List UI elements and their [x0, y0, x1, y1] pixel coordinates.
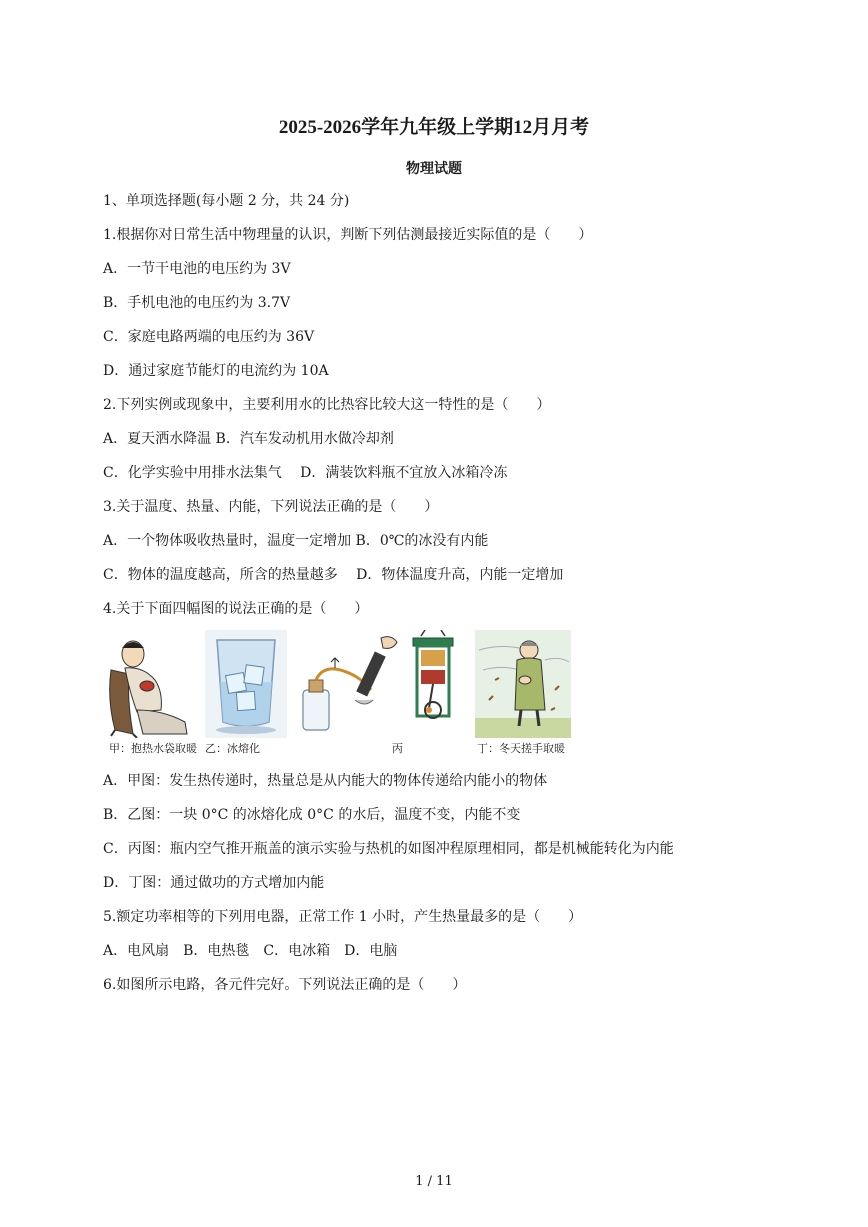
q1-stem: 1.根据你对日常生活中物理量的认识，判断下列估测最接近实际值的是（ ） — [103, 227, 593, 243]
q1-option-c: C．家庭电路两端的电压约为 36V — [103, 329, 315, 345]
q4-option-b: B．乙图：一块 0°C 的冰熔化成 0°C 的水后，温度不变，内能不变 — [103, 807, 521, 823]
q5-options: A．电风扇 B．电热毯 C．电冰箱 D．电脑 — [103, 943, 398, 959]
figure-bing-pump-and-engine — [295, 630, 465, 738]
q4-figure-row — [103, 630, 583, 760]
q1-option-d: D．通过家庭节能灯的电流约为 10A — [103, 363, 329, 379]
caption-ding: 丁：冬天搓手取暖 — [477, 742, 565, 755]
figure-ding-rubbing-hands — [475, 630, 571, 738]
q3-options-ab: A．一个物体吸收热量时，温度一定增加 B．0℃的冰没有内能 — [103, 533, 489, 549]
q1-option-a: A．一节干电池的电压约为 3V — [103, 261, 291, 277]
caption-bing: 丙 — [392, 742, 403, 755]
q4-stem: 4.关于下面四幅图的说法正确的是（ ） — [103, 601, 369, 617]
q4-option-c: C．丙图：瓶内空气推开瓶盖的演示实验与热机的如图冲程原理相同，都是机械能转化为内能 — [103, 841, 674, 857]
page-subtitle: 物理试题 — [406, 161, 462, 177]
q6-stem: 6.如图所示电路，各元件完好。下列说法正确的是（ ） — [103, 977, 467, 993]
caption-yi: 乙：冰熔化 — [205, 742, 260, 755]
q3-options-cd: C．物体的温度越高，所含的热量越多 D．物体温度升高，内能一定增加 — [103, 567, 564, 583]
q5-stem: 5.额定功率相等的下列用电器，正常工作 1 小时，产生热量最多的是（ ） — [103, 909, 583, 925]
q2-options-cd: C．化学实验中用排水法集气 D．满装饮料瓶不宜放入冰箱冷冻 — [103, 465, 508, 481]
q4-option-a: A．甲图：发生热传递时，热量总是从内能大的物体传递给内能小的物体 — [103, 773, 548, 789]
q3-stem: 3.关于温度、热量、内能，下列说法正确的是（ ） — [103, 499, 439, 515]
q1-option-b: B．手机电池的电压约为 3.7V — [103, 295, 291, 311]
q2-stem: 2.下列实例或现象中，主要利用水的比热容比较大这一特性的是（ ） — [103, 397, 551, 413]
caption-jia: 甲：抱热水袋取暖 — [109, 742, 197, 755]
figure-yi-ice-glass — [205, 630, 287, 738]
page-number: 1 / 11 — [415, 1174, 453, 1189]
q2-options-ab: A．夏天洒水降温 B．汽车发动机用水做冷却剂 — [103, 431, 394, 447]
figure-jia-hot-water-bag — [103, 630, 198, 738]
page-title: 2025-2026学年九年级上学期12月月考 — [278, 117, 590, 138]
section-heading: 1、单项选择题(每小题 2 分，共 24 分) — [103, 193, 350, 209]
q4-option-d: D．丁图：通过做功的方式增加内能 — [103, 875, 325, 891]
